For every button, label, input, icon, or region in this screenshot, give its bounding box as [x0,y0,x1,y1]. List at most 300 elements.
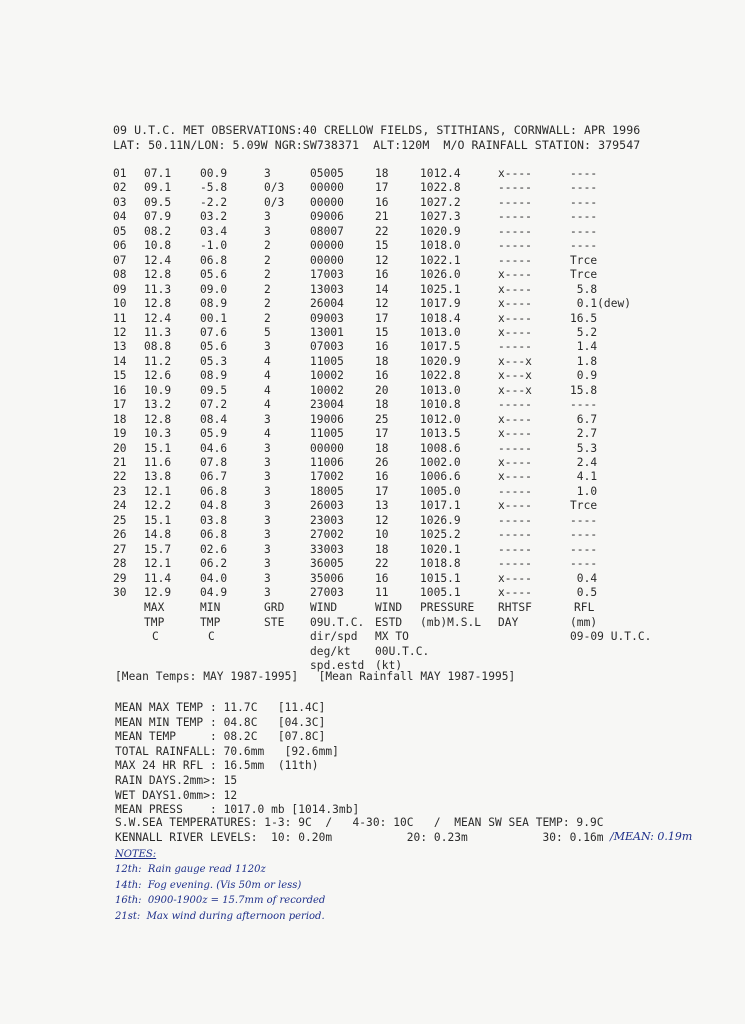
cell-min-temp: 05.3 [200,354,228,368]
cell-wind-estd: 16 [375,268,389,282]
cell-wind: 00000 [310,181,344,195]
cell-pressure: 1025.2 [420,528,461,542]
column-header-rfl: (mm) [570,615,598,629]
cell-ground-state: 0/3 [264,181,285,195]
cell-min-temp: 07.6 [200,325,228,339]
cell-max-temp: 12.8 [144,412,172,426]
note-line: 14th: Fog evening. (Vis 50m or less) [115,879,302,891]
cell-day: 08 [113,268,127,282]
column-header-grd: STE [264,615,285,629]
cell-day: 11 [113,311,127,325]
cell-rhtsf: x---x [498,354,532,368]
cell-rainfall: 4.1 [570,470,598,484]
column-header-rfl: RFL [574,601,595,614]
cell-min-temp: 05.6 [200,268,228,282]
cell-max-temp: 12.8 [144,297,172,310]
summary-line: MEAN MAX TEMP : 11.7C [11.4C] [115,701,326,714]
cell-pressure: 1018.0 [420,239,461,253]
cell-wind: 00000 [310,239,344,253]
cell-wind-estd: 12 [375,513,389,527]
cell-min-temp: 08.4 [200,412,228,426]
cell-rainfall: ---- [570,513,598,527]
cell-wind: 11005 [310,354,344,368]
cell-rhtsf: ----- [498,210,532,224]
cell-pressure: 1013.0 [420,325,461,339]
cell-day: 20 [113,441,127,455]
cell-rainfall: Trce [570,499,598,513]
cell-ground-state: 3 [264,441,271,455]
cell-pressure: 1005.0 [420,484,461,498]
cell-ground-state: 3 [264,340,271,354]
cell-pressure: 1018.8 [420,557,461,571]
cell-min-temp: 03.2 [200,210,228,224]
column-header-max: TMP [144,615,165,629]
cell-min-temp: 00.1 [200,311,228,325]
cell-ground-state: 3 [264,542,271,556]
cell-rhtsf: x---- [498,499,532,513]
cell-wind-estd: 17 [375,181,389,195]
cell-ground-state: 3 [264,412,271,426]
cell-wind: 00000 [310,195,344,209]
cell-rainfall: ---- [570,210,598,224]
cell-wind-estd: 12 [375,253,389,267]
cell-rhtsf: x---- [498,325,532,339]
cell-rainfall: 0.4 [570,571,598,585]
cell-day: 22 [113,470,127,484]
cell-ground-state: 4 [264,369,271,383]
cell-max-temp: 11.4 [144,571,172,585]
cell-wind: 27002 [310,528,344,542]
cell-wind-estd: 16 [375,571,389,585]
cell-min-temp: 08.9 [200,297,228,310]
cell-rhtsf: ----- [498,195,532,209]
column-header-pressure: (mb)M.S.L [420,615,482,629]
cell-max-temp: 10.8 [144,239,172,253]
column-header-wind-estd: ESTD [375,615,403,629]
cell-wind-estd: 16 [375,369,389,383]
column-header-rhtsf: DAY [498,615,519,629]
cell-max-temp: 11.3 [144,325,172,339]
cell-ground-state: 3 [264,470,271,484]
column-header-min: C [208,630,215,643]
cell-wind-estd: 15 [375,325,389,339]
cell-min-temp: 04.0 [200,571,228,585]
cell-day: 06 [113,239,127,253]
cell-day: 01 [113,167,127,180]
cell-pressure: 1022.8 [420,181,461,195]
cell-rainfall: ---- [570,398,598,412]
cell-day: 30 [113,586,127,599]
cell-rhtsf: ----- [498,181,532,195]
cell-ground-state: 3 [264,224,271,238]
cell-max-temp: 07.1 [144,167,172,180]
cell-min-temp: 04.9 [200,586,228,599]
cell-pressure: 1022.1 [420,253,461,267]
summary-line: MAX 24 HR RFL : 16.5mm (11th) [115,759,319,773]
cell-rhtsf: x---- [498,282,532,296]
cell-min-temp: 04.6 [200,441,228,455]
cell-pressure: 1012.4 [420,167,461,180]
cell-rainfall: 2.4 [570,456,598,469]
cell-wind-estd: 18 [375,167,389,180]
cell-wind-estd: 16 [375,470,389,484]
cell-rainfall: 1.4 [570,340,598,354]
column-header-wind-estd: WIND [375,601,403,614]
note-line: 16th: 0900-1900z = 15.7mm of recorded [115,895,326,906]
cell-day: 21 [113,456,127,469]
column-header-pressure: PRESSURE [420,601,475,614]
cell-wind: 23003 [310,513,344,527]
cell-rainfall: ---- [570,167,598,180]
cell-pressure: 1012.0 [420,412,461,426]
cell-wind: 11006 [310,456,344,469]
cell-wind-estd: 16 [375,195,389,209]
summary-line: WET DAYS1.0mm>: 12 [115,788,238,802]
cell-ground-state: 3 [264,513,271,527]
cell-ground-state: 2 [264,239,271,253]
cell-rainfall: ---- [570,557,598,571]
cell-pressure: 1020.9 [420,224,461,238]
cell-rainfall: 15.8 [570,383,598,397]
cell-wind: 17002 [310,470,344,484]
cell-day: 09 [113,282,127,296]
cell-wind-estd: 13 [375,499,389,513]
cell-min-temp: 06.7 [200,470,228,484]
cell-ground-state: 0/3 [264,195,285,209]
cell-wind-estd: 11 [375,586,389,599]
cell-wind-estd: 14 [375,282,389,296]
cell-rainfall: ---- [570,195,598,209]
cell-rainfall: ---- [570,224,598,238]
column-header-max: C [152,630,159,643]
cell-wind-estd: 17 [375,427,389,441]
cell-wind: 27003 [310,586,344,599]
cell-pressure: 1017.1 [420,499,461,513]
cell-rhtsf: x---- [498,586,532,599]
column-header-max: MAX [144,601,165,614]
cell-rainfall: 5.8 [570,282,598,296]
cell-rhtsf: x---- [498,167,532,180]
cell-rhtsf: x---- [498,571,532,585]
cell-max-temp: 07.9 [144,210,172,224]
cell-max-temp: 13.2 [144,398,172,412]
cell-day: 27 [113,542,127,556]
cell-wind-estd: 16 [375,340,389,354]
cell-ground-state: 3 [264,528,271,542]
cell-max-temp: 11.3 [144,282,172,296]
cell-wind: 09006 [310,210,344,224]
cell-max-temp: 12.8 [144,268,172,282]
cell-rhtsf: x---- [498,470,532,484]
column-header-wind: WIND [310,601,338,614]
cell-rainfall: 0.9 [570,369,598,383]
cell-wind: 00000 [310,253,344,267]
cell-wind: 13003 [310,282,344,296]
cell-rhtsf: x---- [498,297,532,310]
cell-min-temp: -1.0 [200,239,228,253]
cell-max-temp: 09.1 [144,181,172,195]
cell-wind: 07003 [310,340,344,354]
cell-pressure: 1027.2 [420,195,461,209]
cell-min-temp: 05.9 [200,427,228,441]
cell-wind: 11005 [310,427,344,441]
header-location: LAT: 50.11N/LON: 5.09W NGR:SW738371 ALT:120M M/O RAINFALL STATION: 379547 [113,138,641,152]
column-header-wind: 09U.T.C. [310,615,365,629]
cell-pressure: 1027.3 [420,210,461,224]
column-header-wind: spd.estd [310,659,365,672]
cell-wind-estd: 22 [375,557,389,571]
cell-rhtsf: ----- [498,528,532,542]
cell-rainfall: 16.5 [570,311,598,325]
cell-rhtsf: x---- [498,456,532,469]
column-header-wind-estd: 00U.T.C. [375,644,430,658]
cell-pressure: 1025.1 [420,282,461,296]
cell-wind-estd: 20 [375,383,389,397]
cell-ground-state: 2 [264,253,271,267]
cell-ground-state: 3 [264,167,271,180]
cell-rhtsf: ----- [498,340,532,354]
column-header-wind-estd: (kt) [375,659,403,672]
cell-wind: 19006 [310,412,344,426]
cell-day: 26 [113,528,127,542]
cell-min-temp: 00.9 [200,167,228,180]
cell-pressure: 1002.0 [420,456,461,469]
cell-wind: 13001 [310,325,344,339]
cell-ground-state: 4 [264,427,271,441]
cell-ground-state: 2 [264,297,271,310]
column-header-min: MIN [200,601,221,614]
cell-rhtsf: ----- [498,253,532,267]
cell-max-temp: 12.1 [144,557,172,571]
cell-max-temp: 15.1 [144,513,172,527]
cell-min-temp: 06.8 [200,528,228,542]
cell-max-temp: 11.2 [144,354,172,368]
cell-rhtsf: ----- [498,441,532,455]
cell-rainfall: Trce [570,268,598,282]
cell-min-temp: 07.2 [200,398,228,412]
cell-ground-state: 4 [264,398,271,412]
cell-pressure: 1018.4 [420,311,461,325]
cell-rainfall: ---- [570,181,598,195]
cell-rhtsf: x---- [498,412,532,426]
cell-pressure: 1026.0 [420,268,461,282]
cell-pressure: 1017.5 [420,340,461,354]
cell-rainfall: 5.2 [570,325,598,339]
cell-rainfall: 0.5 [570,586,598,599]
cell-ground-state: 2 [264,268,271,282]
cell-day: 10 [113,297,127,310]
cell-rainfall: ---- [570,239,598,253]
cell-wind-estd: 18 [375,354,389,368]
cell-min-temp: 03.8 [200,513,228,527]
cell-wind: 09003 [310,311,344,325]
river-mean-handwritten: /MEAN: 0.19m [610,830,693,843]
column-header-wind: dir/spd [310,630,358,643]
cell-max-temp: 11.6 [144,456,172,469]
cell-min-temp: 09.0 [200,282,228,296]
header-title: 09 U.T.C. MET OBSERVATIONS:40 CRELLOW FIELDS, STITHIANS, CORNWALL: APR 1996 [113,123,641,137]
cell-wind: 26004 [310,297,344,310]
cell-day: 03 [113,195,127,209]
cell-ground-state: 5 [264,325,271,339]
cell-pressure: 1010.8 [420,398,461,412]
cell-min-temp: 04.8 [200,499,228,513]
cell-wind-estd: 25 [375,412,389,426]
cell-rhtsf: ----- [498,513,532,527]
cell-ground-state: 3 [264,571,271,585]
cell-ground-state: 3 [264,557,271,571]
river-levels: KENNALL RIVER LEVELS: 10: 0.20m 20: 0.23m 30: 0.16m [115,831,604,844]
cell-wind-estd: 18 [375,441,389,455]
cell-rhtsf: ----- [498,239,532,253]
cell-rhtsf: ----- [498,398,532,412]
cell-wind: 08007 [310,224,344,238]
cell-pressure: 1005.1 [420,586,461,599]
cell-day: 05 [113,224,127,238]
cell-rhtsf: x---- [498,311,532,325]
cell-ground-state: 4 [264,383,271,397]
cell-rhtsf: ----- [498,484,532,498]
cell-pressure: 1020.1 [420,542,461,556]
cell-wind: 10002 [310,383,344,397]
cell-wind-estd: 18 [375,542,389,556]
cell-wind-estd: 15 [375,239,389,253]
cell-rainfall: Trce [570,253,598,267]
cell-wind: 18005 [310,484,344,498]
cell-wind: 35006 [310,571,344,585]
column-header-min: TMP [200,615,221,629]
cell-rhtsf: x---- [498,427,532,441]
means-note: [Mean Temps: MAY 1987-1995] [Mean Rainfall MAY 1987-1995] [115,670,516,683]
cell-max-temp: 14.8 [144,528,172,542]
cell-min-temp: 06.2 [200,557,228,571]
cell-max-temp: 10.9 [144,383,172,397]
cell-rhtsf: ----- [498,557,532,571]
cell-day: 12 [113,325,127,339]
cell-max-temp: 12.6 [144,369,172,383]
cell-rainfall: 1.8 [570,354,598,368]
summary-line: RAIN DAYS.2mm>: 15 [115,774,238,787]
cell-ground-state: 2 [264,311,271,325]
cell-ground-state: 3 [264,456,271,469]
summary-line: MEAN PRESS : 1017.0 mb [1014.3mb] [115,803,360,817]
cell-day: 17 [113,398,127,412]
cell-max-temp: 10.3 [144,427,172,441]
cell-day: 07 [113,253,127,267]
summary-line: MEAN MIN TEMP : 04.8C [04.3C] [115,715,326,729]
cell-min-temp: -2.2 [200,195,228,209]
column-header-grd: GRD [264,601,285,614]
cell-max-temp: 12.4 [144,311,172,325]
cell-ground-state: 3 [264,586,271,599]
note-line: 12th: Rain gauge read 1120z [115,864,266,875]
cell-min-temp: 02.6 [200,542,228,556]
cell-day: 29 [113,571,127,585]
cell-pressure: 1020.9 [420,354,461,368]
cell-max-temp: 12.1 [144,484,172,498]
cell-day: 24 [113,499,127,513]
cell-wind: 17003 [310,268,344,282]
cell-rainfall: 1.0 [570,484,598,498]
cell-day: 23 [113,484,127,498]
cell-pressure: 1017.9 [420,297,461,310]
cell-ground-state: 4 [264,354,271,368]
cell-day: 13 [113,340,127,354]
cell-wind-estd: 12 [375,297,389,310]
cell-rainfall: 6.7 [570,412,598,426]
cell-max-temp: 09.5 [144,195,172,209]
cell-wind: 00000 [310,441,344,455]
cell-rhtsf: ----- [498,224,532,238]
cell-min-temp: 06.8 [200,484,228,498]
cell-min-temp: 05.6 [200,340,228,354]
summary-line: MEAN TEMP : 08.2C [07.8C] [115,730,326,744]
cell-day: 18 [113,412,127,426]
cell-rhtsf: x---- [498,268,532,282]
cell-min-temp: 03.4 [200,224,228,238]
cell-pressure: 1026.9 [420,513,461,527]
column-header-wind-estd: MX TO [375,630,409,643]
cell-ground-state: 3 [264,484,271,498]
cell-pressure: 1022.8 [420,369,461,383]
cell-max-temp: 08.8 [144,340,172,354]
cell-min-temp: 06.8 [200,253,228,267]
cell-wind-estd: 17 [375,311,389,325]
cell-day: 02 [113,181,127,195]
cell-wind: 26003 [310,499,344,513]
cell-pressure: 1015.1 [420,571,461,585]
cell-max-temp: 15.1 [144,441,172,455]
cell-max-temp: 13.8 [144,470,172,484]
cell-day: 16 [113,383,127,397]
cell-wind-estd: 26 [375,456,389,469]
cell-day: 04 [113,210,127,224]
cell-rainfall: 0.1(dew) [570,297,632,310]
cell-ground-state: 3 [264,210,271,224]
cell-rhtsf: x---x [498,383,532,397]
cell-pressure: 1013.0 [420,383,461,397]
cell-wind-estd: 22 [375,224,389,238]
cell-min-temp: 07.8 [200,456,228,469]
cell-ground-state: 3 [264,499,271,513]
cell-pressure: 1013.5 [420,427,461,441]
cell-min-temp: 08.9 [200,369,228,383]
note-line: 21st: Max wind during afternoon period. [115,910,325,922]
cell-rainfall: ---- [570,542,598,556]
cell-rainfall: 5.3 [570,441,598,455]
cell-wind: 36005 [310,557,344,571]
cell-rainfall: ---- [570,528,598,542]
cell-day: 14 [113,354,127,368]
cell-min-temp: -5.8 [200,181,228,195]
cell-rainfall: 2.7 [570,427,598,441]
cell-day: 19 [113,427,127,441]
cell-pressure: 1006.6 [420,470,461,484]
sea-temperatures: S.W.SEA TEMPERATURES: 1-3: 9C / 4-30: 10C / MEAN SW SEA TEMP: 9.9C [115,816,604,829]
summary-line: TOTAL RAINFALL: 70.6mm [92.6mm] [115,744,339,758]
cell-wind: 33003 [310,542,344,556]
cell-max-temp: 15.7 [144,542,172,556]
cell-max-temp: 12.9 [144,586,172,599]
cell-wind: 23004 [310,398,344,412]
cell-wind-estd: 17 [375,484,389,498]
cell-rhtsf: ----- [498,542,532,556]
cell-day: 15 [113,369,127,383]
cell-rhtsf: x---x [498,369,532,383]
cell-pressure: 1008.6 [420,441,461,455]
cell-max-temp: 12.4 [144,253,172,267]
cell-wind-estd: 10 [375,528,389,542]
